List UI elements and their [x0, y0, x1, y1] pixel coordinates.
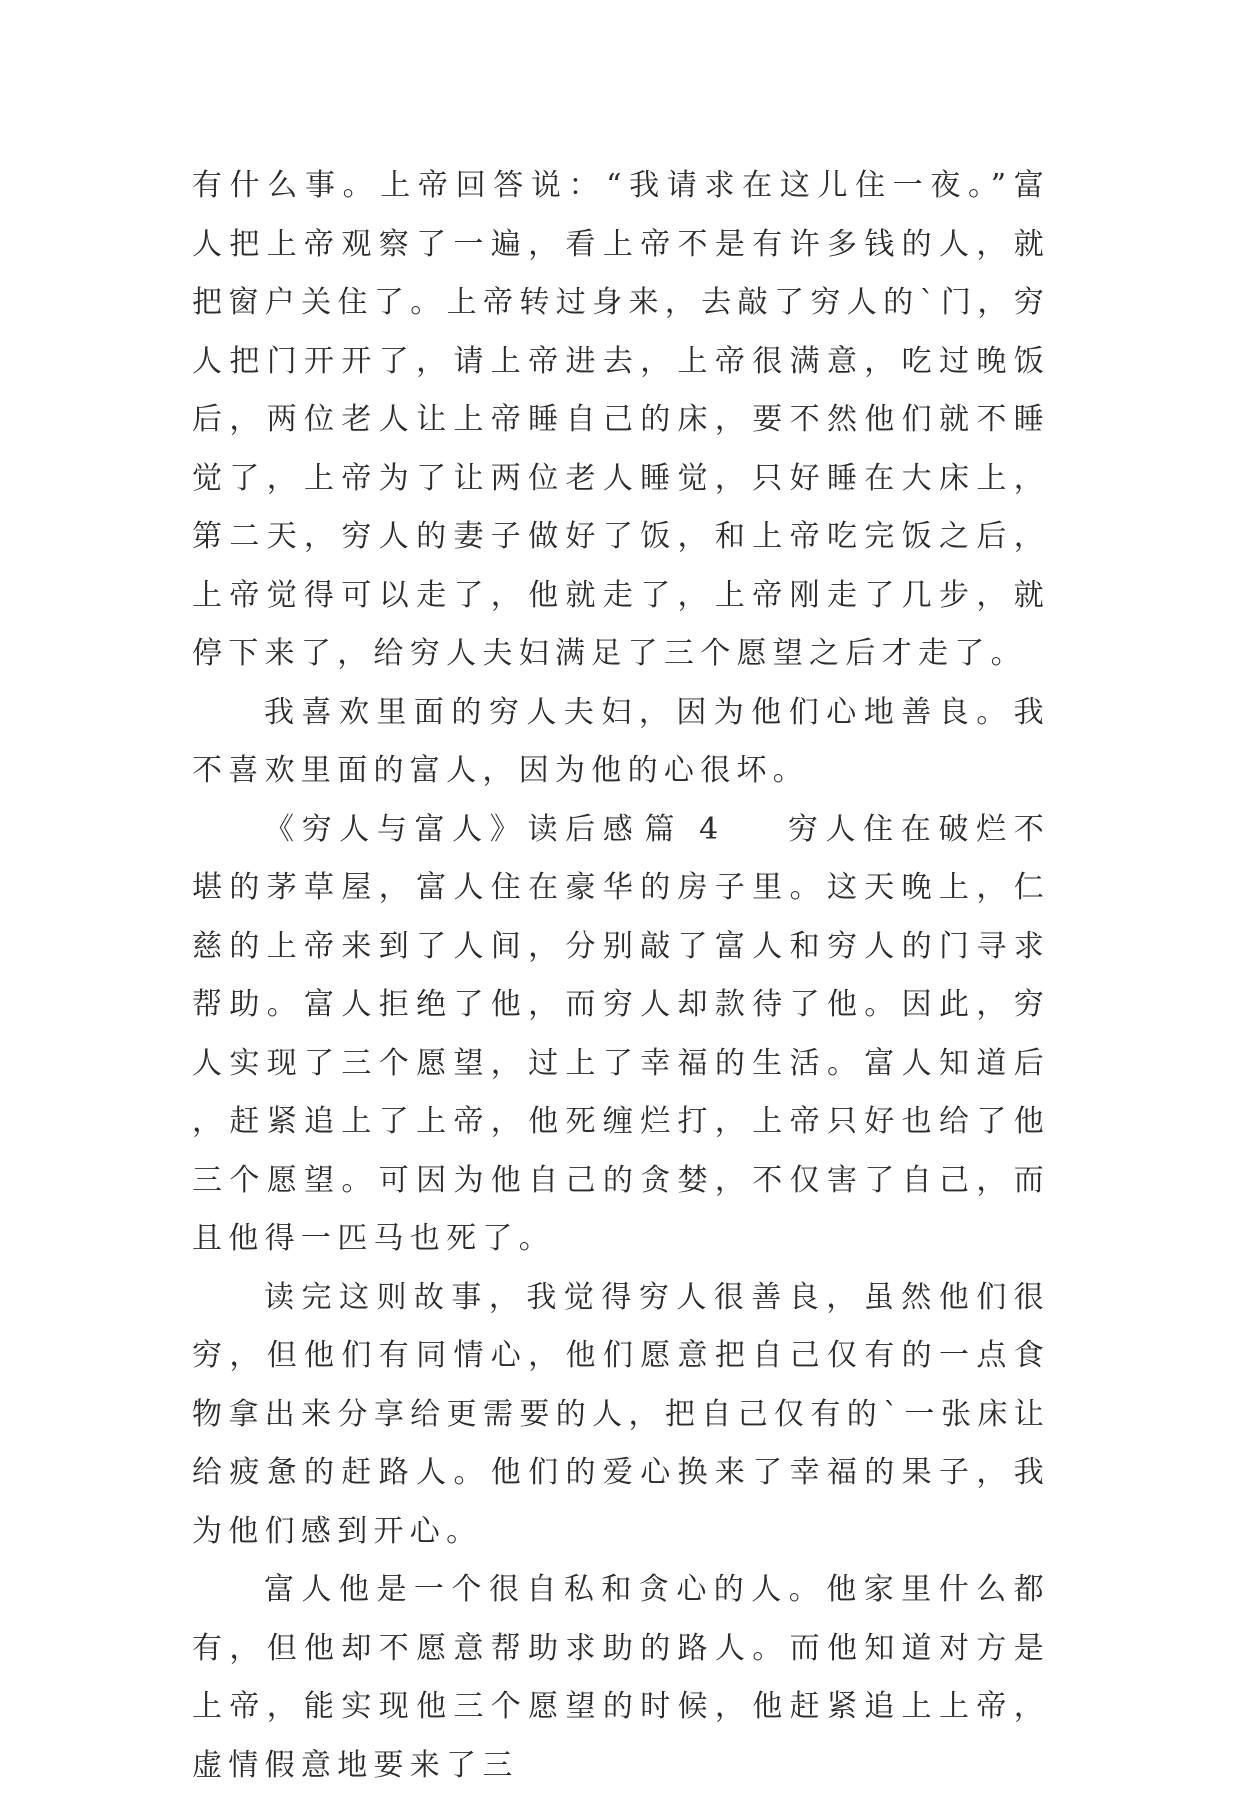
- paragraph-reflection: 读完这则故事，我觉得穷人很善良，虽然他们很穷，但他们有同情心，他们愿意把自己仅有的一点食物拿出来分享给更需要的人，把自己仅有的`一张床让给疲惫的赶路人。他们的爱心换来了幸福的果子，我为他们感到开心。: [192, 1279, 1050, 1549]
- paragraph-story-continuation: 有什么事。上帝回答说：“我请求在这儿住一夜。”富人把上帝观察了一遍，看上帝不是有许多钱的人，就把窗户关住了。上帝转过身来，去敲了穷人的`门，穷人把门开开了，请上帝进去，上帝很满意，吃过晚饭后，两位老人让上帝睡自己的床，要不然他们就不睡觉了，上帝为了让两位老人睡觉，只好睡在大床上，第二天，穷人的妻子做好了饭，和上帝吃完饭之后，上帝觉得可以走了，他就走了，上帝刚走了几步，就停下来了，给穷人夫妇满足了三个愿望之后才走了。: [192, 168, 1050, 671]
- section-title: 《穷人与富人》读后感: [264, 811, 641, 847]
- paragraph-rich-man: 富人他是一个很自私和贪心的人。他家里什么都有，但他却不愿意帮助求助的路人。而他知道对方是上帝，能实现他三个愿望的时候，他赶紧追上上帝，虚情假意地要来了三: [192, 1572, 1050, 1783]
- section-summary-text: 穷人住在破烂不堪的茅草屋，富人住在豪华的房子里。这天晚上，仁慈的上帝来到了人间，分别敲了富人和穷人的门寻求帮助。富人拒绝了他，而穷人却款待了他。因此，穷人实现了三个愿望，过上了幸福的生活。富人知道后，赶紧追上了上帝，他死缠烂打，上帝只好也给了他三个愿望。可因为他自己的贪婪，不仅害了自己，而且他得一匹马也死了。: [192, 811, 1051, 1256]
- section-number: 篇 4: [644, 811, 725, 847]
- paragraph-likes-dislikes: 我喜欢里面的穷人夫妇，因为他们心地善良。我不喜欢里面的富人，因为他的心很坏。: [192, 694, 1050, 788]
- section-heading-paragraph: [192, 801, 1050, 1269]
- document-body: [192, 157, 1050, 1795]
